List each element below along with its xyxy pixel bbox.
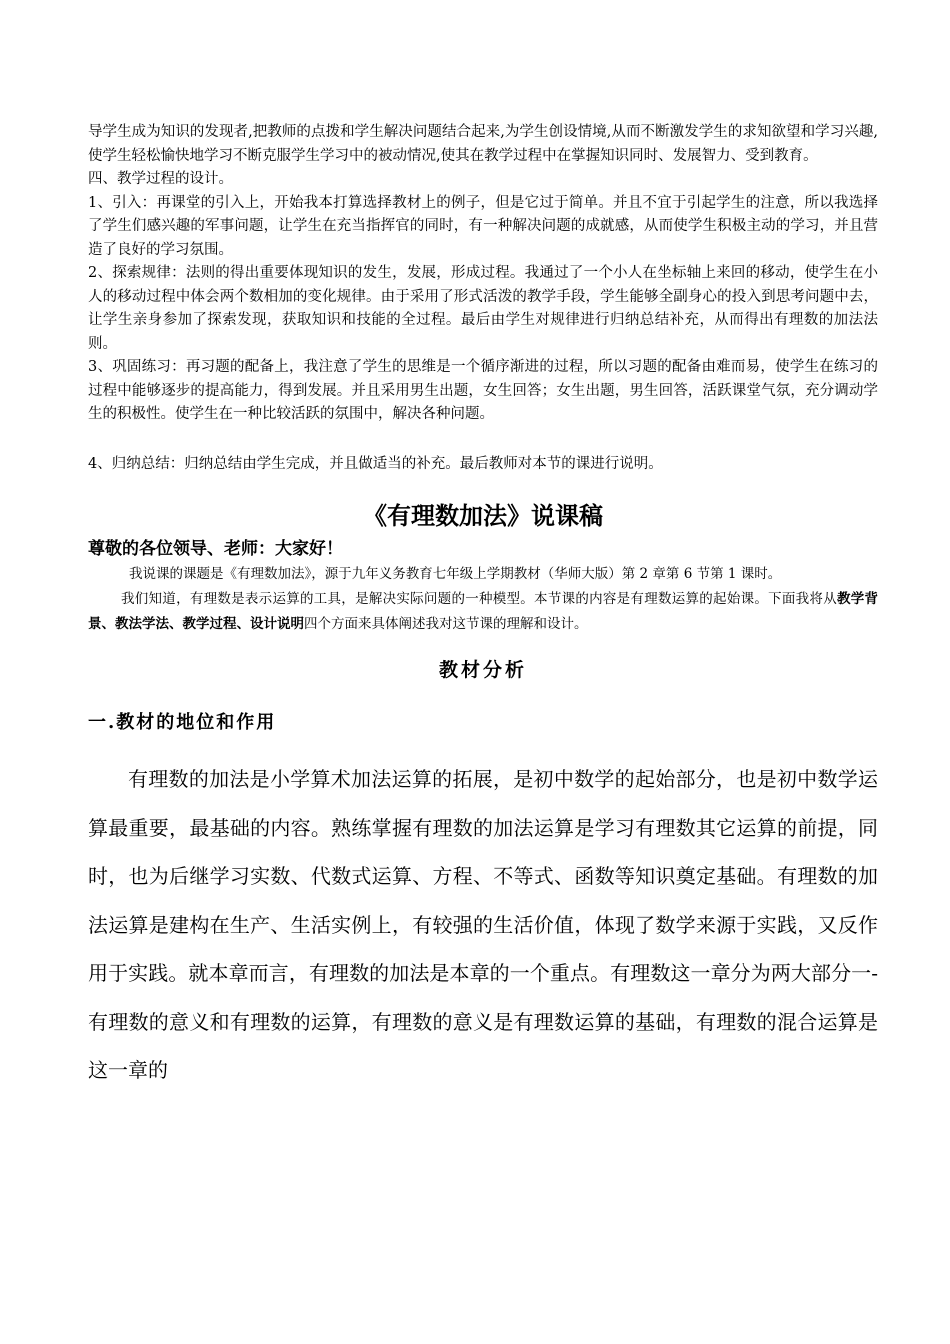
paragraph-introduction: 1、引入：再课堂的引入上，开始我本打算选择教材上的例子，但是它过于简单。并且不宜于引起学生的注意，所以我选择了学生们感兴趣的军事问题，让学生在充当指挥官的同时，有一种解决问题的成就感，从而使学生积极主动的学习，并且营造了良好的学习氛围。 — [88, 194, 878, 258]
paragraph-summary: 4、归纳总结：归纳总结由学生完成，并且做适当的补充。最后教师对本节的课进行说明。 — [88, 455, 663, 472]
intro-text-after: 四个方面来具体阐述我对这节课的理解和设计。 — [304, 616, 588, 632]
page-content — [88, 121, 878, 1095]
intro-paragraph-outline — [88, 587, 878, 637]
spacer — [88, 427, 878, 453]
intro-section — [88, 562, 878, 637]
paragraph-explore-rules: 2、探索规律：法则的得出重要体现知识的发生，发展，形成过程。我通过了一个小人在坐标轴上来回的移动，使学生在小人的移动过程中体会两个数相加的变化规律。由于采用了形式活泼的教学手段，学生能够全副身心的投入到思考问题中去，让学生亲身参加了探索发现，获取知识和技能的全过程。最后由学生对规律进行归纳总结补充，从而得出有理数的加法法则。 — [88, 265, 878, 352]
subsection-title: 一.教材的地位和作用 — [88, 712, 277, 733]
intro-text-before: 我们知道，有理数是表示运算的工具，是解决实际问题的一种模型。本节课的内容是有理数运算的起始课。下面我将从 — [121, 591, 837, 607]
intro-paragraph-topic: 我说课的课题是《有理数加法》，源于九年义务教育七年级上学期教材（华师大版）第 2 章第 6 节第 1 课时。 — [129, 566, 782, 582]
body-paragraph: 有理数的加法是小学算术加法运算的拓展，是初中数学的起始部分，也是初中数学运算最重要，最基础的内容。熟练掌握有理数的加法运算是学习有理数其它运算的前提，同时，也为后继学习实数、代数式运算、方程、不等式、函数等知识奠定基础。有理数的加法运算是建构在生产、生活实例上，有较强的生活价值，体现了数学来源于实践，又反作用于实践。就本章而言，有理数的加法是本章的一个重点。有理数这一章分为两大部分一-有理数的意义和有理数的运算，有理数的意义是有理数运算的基础，有理数的混合运算是这一章的 — [88, 767, 878, 1082]
intro-bold-aspects: 教学背景、教法学法、教学过程、设计说明 — [88, 591, 879, 632]
body-section — [88, 755, 878, 1095]
paragraph-practice: 3、巩固练习：再习题的配备上，我注意了学生的思维是一个循序渐进的过程，所以习题的配备由难而易，使学生在练习的过程中能够逐步的提高能力，得到发展。并且采用男生出题，女生回答；女生出题，男生回答，活跃课堂气氛，充分调动学生的积极性。使学生在一种比较活跃的氛围中，解决各种问题。 — [88, 359, 878, 422]
paragraph-guidance: 导学生成为知识的发现者,把教师的点拨和学生解决问题结合起来,为学生创设情境,从而不断激发学生的求知欲望和学习兴趣,使学生轻松愉快地学习不断克服学生学习中的被动情况,使其在教学过程中在掌握知识同时、发展智力、受到教育。 — [88, 124, 878, 164]
greeting: 尊敬的各位领导、老师：大家好！ — [88, 539, 343, 559]
document-title: 《有理数加法》说课稿 — [363, 501, 603, 530]
teaching-process-section — [88, 121, 878, 476]
section-title: 教材分析 — [438, 659, 527, 681]
heading-process-design: 四、教学过程的设计。 — [88, 171, 233, 187]
